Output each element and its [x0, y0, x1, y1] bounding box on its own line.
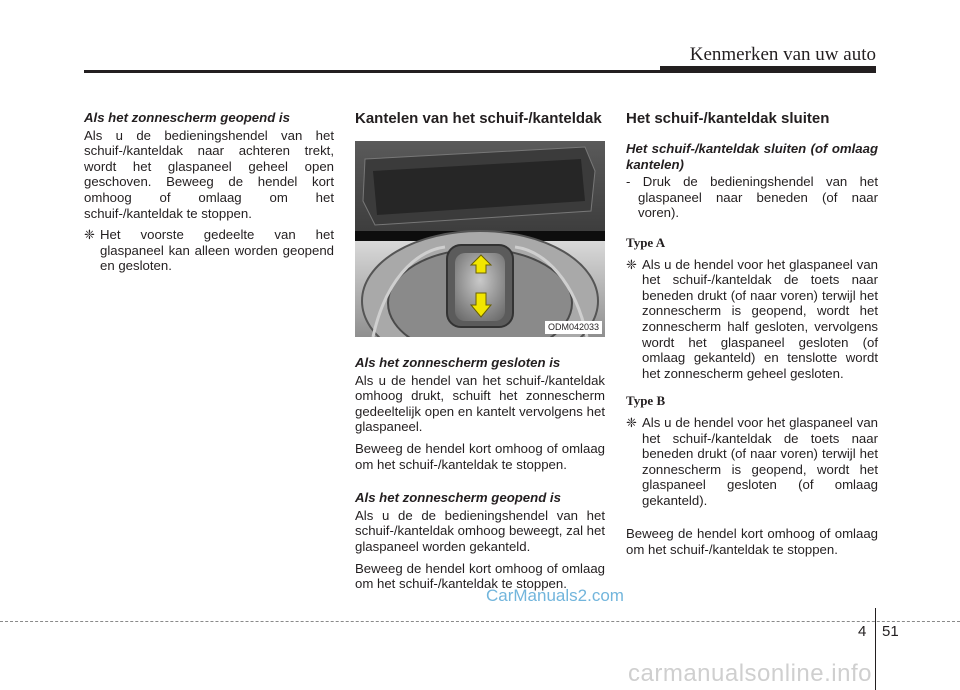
note-text: Als u de hendel voor het glaspaneel van het schuif-/kanteldak de toets naar beneden drukt (of naar voren) terwijl het zonnescherm is geopend, wordt het glaspaneel gesloten (of omlaag gekanteld).: [642, 414, 878, 508]
page-number: 51: [882, 623, 899, 640]
note-type-a: [626, 257, 878, 382]
image-code: ODM042033: [545, 321, 602, 334]
sunroof-switch-photo: [355, 141, 605, 337]
subheading-sunshade-open: Als het zonnescherm geopend is: [84, 110, 290, 125]
column-1: [84, 110, 334, 280]
sunroof-switch-illustration: [355, 141, 605, 337]
note-marker-icon: ❈: [626, 256, 638, 272]
subheading-close-tilt: Het schuif-/kanteldak sluiten (of omlaag kantelen): [626, 141, 878, 172]
type-a-label: Type A: [626, 234, 666, 250]
note-text: Het voorste gedeelte van het glaspaneel kan alleen worden geopend en gesloten.: [100, 227, 334, 274]
note-type-b: [626, 415, 878, 509]
section-heading-close: Het schuif-/kanteldak sluiten: [626, 110, 830, 127]
paragraph: Beweeg de hendel kort omhoog of omlaag om het schuif-/kanteldak te stoppen.: [626, 526, 878, 558]
note: [84, 227, 334, 274]
footer-rule: [0, 621, 960, 622]
type-b-label: Type B: [626, 393, 666, 409]
watermark-top: CarManuals2.com: [486, 586, 624, 605]
paragraph: Beweeg de hendel kort omhoog of omlaag om het schuif-/kanteldak te stoppen.: [355, 560, 605, 592]
header-rule: [84, 70, 876, 73]
paragraph: Beweeg de hendel kort omhoog of omlaag om het schuif-/kanteldak te stoppen.: [355, 440, 605, 472]
column-2: [355, 110, 605, 598]
note-text: Als u de hendel voor het glaspaneel van het schuif-/kanteldak de toets naar beneden drukt (of naar voren) terwijl het zonnescherm is geopend, wordt het zonnescherm half gesloten, vervolgens wordt het glaspaneel gesloten (of omlaag gekanteld) en tenslotte wordt het zonnescherm geheel gesloten.: [642, 256, 878, 381]
subheading-sunshade-open: Als het zonnescherm geopend is: [355, 490, 561, 506]
section-heading-tilt: Kantelen van het schuif-/kanteldak: [355, 110, 602, 127]
dash-item: - Druk de bedieningshendel van het glaspaneel naar beneden (of naar voren).: [626, 174, 878, 221]
chapter-number: 4: [858, 623, 867, 640]
paragraph: Als u de bedieningshendel van het schuif-/kanteldak naar achteren trekt, wordt het glaspaneel geheel open geschoven. Beweeg de hendel kort omhoog of omlaag om het schuif-/kanteldak te stoppen.: [84, 127, 334, 221]
footer-divider: [875, 608, 876, 690]
watermark-bottom: carmanualsonline.info: [628, 660, 872, 687]
column-3: [626, 110, 878, 564]
header-title: Kenmerken van uw auto: [689, 44, 876, 65]
paragraph: Als u de hendel van het schuif-/kanteldak omhoog drukt, schuift het zonnescherm gedeeltelijk open en kantelt vervolgens het glaspaneel.: [355, 372, 605, 435]
paragraph: Als u de de bedieningshendel van het schuif-/kanteldak omhoog beweegt, zal het glaspaneel worden gekanteld.: [355, 507, 605, 554]
note-marker-icon: ❈: [626, 414, 638, 430]
note-marker-icon: ❈: [84, 227, 96, 243]
subheading-sunshade-closed: Als het zonnescherm gesloten is: [355, 355, 561, 370]
